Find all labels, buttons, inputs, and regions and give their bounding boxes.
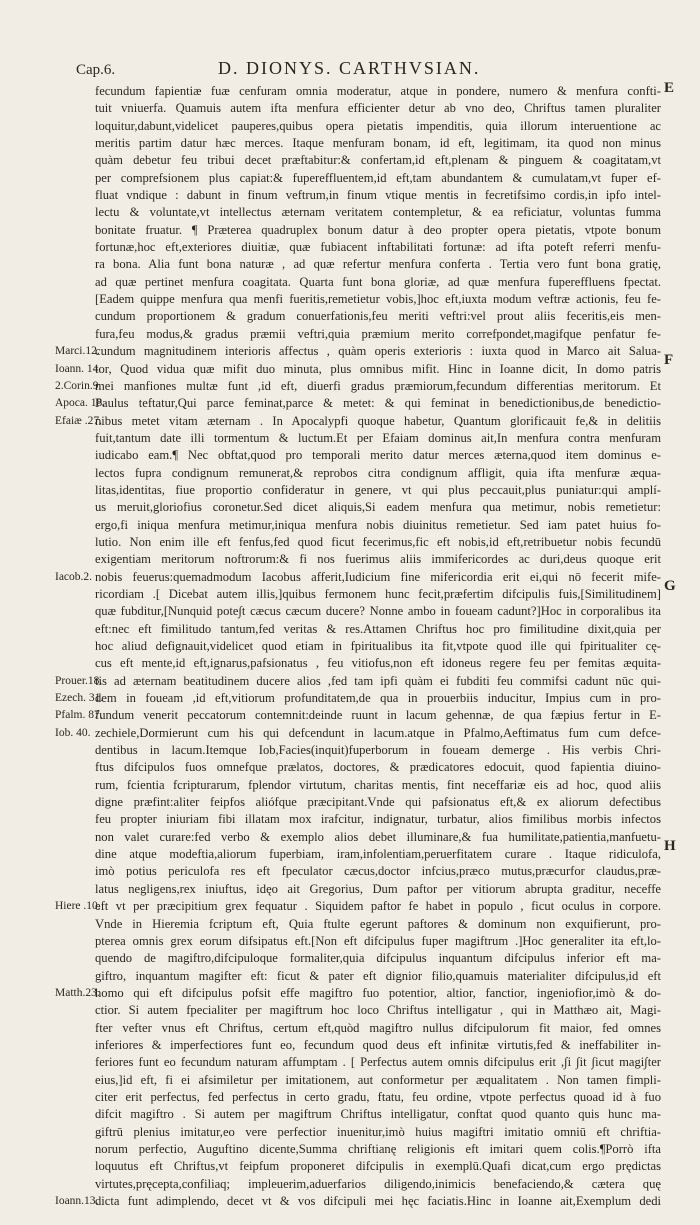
line-text: giftrū plenius imitatur,eo vere perfectior inuenitur,imò huius magiftri imitatio omniū eft chriftia- <box>95 1124 661 1139</box>
line-text: mei manfiones multæ funt ,id eft, diuerfi gradus præmiorum,fecundum differentias meritorum. Et <box>95 378 661 393</box>
margin-letter-g: G <box>664 578 676 594</box>
text-line <box>95 152 661 169</box>
text-line <box>55 378 661 395</box>
line-text: ftus difcipulos fuos omnefque prælatos, doctores, & prædicatores edocuit, quod fapientia diuino- <box>95 760 661 775</box>
line-text: ra bona. Alia funt bona naturæ , ad quæ refertur menfura conferta . Tertia vero funt bona gratię, <box>95 257 661 272</box>
text-line <box>95 1054 661 1071</box>
line-text: norum perfectio, Auguftino dicente,Summa chriftianę religionis eft imitari quem colis.¶Porrò ifta <box>95 1141 661 1156</box>
line-text: fuit,tantum date illi tormentum & luctum.Et per Efaiam dominus ait,In menfura contra menfuram <box>95 430 661 445</box>
line-text: fundum venerit peccatorum contemnit:deinde ruunt in lacum gehennæ, de qua fæpius fertur in E- <box>95 708 661 723</box>
marginal-citation: Ioann. 14. <box>55 362 102 375</box>
marginal-citation: Pfalm. 87. <box>55 709 103 722</box>
margin-letter-e: E <box>664 80 675 96</box>
line-text: tor, Quod vidua quæ mifit duo minuta, plus omnibus mifit. Hinc in Ioanne dicit, In domo patris <box>95 361 661 376</box>
text-line <box>95 586 661 603</box>
line-text: iudicabo eam.¶ Nec obftat,quod pro temporali merito datur merces æterna,quod item dominus e- <box>95 448 661 463</box>
text-line <box>95 291 661 308</box>
line-text: exigentiam meritorum noftrorum:& fi nos fuerimus aliis immifericordes ac duri,deus quoque erit <box>95 552 661 567</box>
line-text: tuit vniuerfa. Quamuis autem ifta menfura efficienter detur ab vno deo, Chriftus tamen pluraliter <box>95 101 661 116</box>
text-line <box>95 187 661 204</box>
line-text: non valet curare:fed verbo & exemplo alios debet illuminare,& fua humilitate,patientia,manfuetu- <box>95 829 661 844</box>
text-line <box>95 1158 661 1175</box>
text-line <box>55 898 661 915</box>
line-text: ergo,fi iniqua menfura metimur,iniqua menfura nobis diuinitus remetietur. Sed iam patet huius fo- <box>95 517 661 532</box>
line-text: virtutes,pręcepta,confiliaq; impleuerim,aduerfarios diligendo,inimicis benefaciendo,& cætera quę <box>95 1176 661 1191</box>
text-line <box>55 569 661 586</box>
marginal-citation: Iob. 40. <box>55 726 91 739</box>
text-line <box>95 794 661 811</box>
line-text: loquitur,dabunt,videlicet pauperes,quibus opera pietatis impenditis, quia illorum interuentione ac <box>95 118 661 133</box>
text-line <box>55 725 661 742</box>
text-line <box>95 170 661 187</box>
line-text: hoc aliud defignauit,videlicet quod etiam in fpiritualibus ita fit,vtpote quod ille qui fpiritualiter cę- <box>95 639 661 653</box>
line-text: cundum magnitudinem interioris affectus , quàm operis exterioris : iuxta quod in Marco ait Salua- <box>95 344 661 359</box>
text-line <box>95 881 661 898</box>
text-line <box>55 413 661 430</box>
marginal-citation: Matth.23. <box>55 986 100 999</box>
line-text: feriores funt eo fecundum naturam affumptam . [ Perfectus autem omnis difcipulus erit ,∫i ∫it ∫icut magi∫ter <box>95 1055 661 1070</box>
text-line <box>95 100 661 117</box>
text-line <box>95 621 661 638</box>
line-text: rum, fcientia fcripturarum, fplendor virtutum, charitas mentis, fint neceffariæ eis ad hoc, quod aliis <box>95 777 661 792</box>
text-line <box>95 1089 661 1106</box>
line-text: imò potius periculofa res eft fpeculator cæcus,doctor infcius,præco mutus,præcurfor claudus,præ- <box>95 864 661 879</box>
marginal-citation: Ezech. 31. <box>55 692 104 705</box>
text-line <box>95 447 661 464</box>
text-line <box>95 222 661 239</box>
text-line <box>95 968 661 985</box>
margin-letter-f: F <box>664 352 674 368</box>
marginal-citation: Apoca. 18. <box>55 397 106 410</box>
text-line <box>95 1141 661 1158</box>
line-text: digne præfint:aliter feipfos aliófque præcipitant.Vnde qui pafsionatus eft,& ex aliorum defectibus <box>95 795 661 810</box>
line-text: citer erit perfectus, fed perfectus in certo gradu, ftatu, feu ordine, vtpote perfectus quoad id à fuo <box>95 1089 661 1104</box>
text-line <box>95 1037 661 1054</box>
line-text: lutio. Non enim ille eft fenfus,fed quod ficut fecerimus,fic eft nobis,id eft,retribuetur nobis fecundū <box>95 534 661 549</box>
line-text: meritis partim datur hæc merces. Itaque menfuram bonam, id eft, legitimam, ita quod non minus <box>95 136 661 151</box>
line-text: fecundum fapientiæ fuæ cenfuram omnia moderatur, atque in pondere, numero & menfura confti- <box>95 84 661 98</box>
text-line <box>95 950 661 967</box>
text-line <box>55 707 661 724</box>
running-title: D. DIONYS. CARTHVSIAN. <box>218 58 481 78</box>
line-text: latus negligens,rex iniuftus, idęo ait Gregorius, Dum paftor per vitiorum abrupta graditur, neceffe <box>95 881 661 896</box>
line-text: feu propter iniuriam fibi illatam mox irafcitur, indignatur, turbatur, alios fimilibus morbis infectos <box>95 812 661 827</box>
line-text: ricordiam .[ Dicebat autem illis,]quibus fermonem hunc fecit,præfertim difcipulis fuis,[Similitudinem] <box>95 586 661 601</box>
text-line <box>95 742 661 759</box>
line-text: tis ad æternam beatitudinem ducere alios ,fed tam ipfi quàm ei fubditi feu commifsi cadunt nūc qui- <box>95 673 661 688</box>
line-text: Paulus teftatur,Qui parce feminat,parce & metet: & qui feminat in benedictionibus,de benedictio- <box>95 396 661 411</box>
line-text: dicta funt adimplendo, decet vt & vos difcipuli mei hęc faciatis.Hinc in Ioanne ait,Exemplum dedi <box>95 1194 661 1208</box>
text-line <box>95 829 661 846</box>
line-text: lectu & voluntate,vt intellectus æternam veritatem contempletur, & ea reficiatur, voluntas fumma <box>95 205 661 220</box>
marginal-citation: Efaiæ .27. <box>55 414 102 427</box>
line-text: eft vt per præcipitium grex fequatur . Siquidem paftor fe habet in populo , ficut oculus in corpore. <box>95 899 661 914</box>
text-line <box>95 603 661 620</box>
text-line <box>95 534 661 551</box>
text-line <box>95 933 661 950</box>
line-text: fura,feu modus,& gradus præmii veftri,quia præmium merito correfpondet,magifque penfatur fe- <box>95 326 661 341</box>
text-line <box>95 846 661 863</box>
text-line <box>95 465 661 482</box>
text-line <box>95 274 661 291</box>
text-line <box>55 673 661 690</box>
text-line <box>95 118 661 135</box>
line-text: difcit magiftro . Si autem per magiftrum Chriftus intelligatur, conftat quod quanto quis hunc ma- <box>95 1107 661 1122</box>
text-line <box>95 655 661 672</box>
marginal-citation: Iacob.2. <box>55 570 93 583</box>
marginal-citation: Ioann.13. <box>55 1195 99 1207</box>
line-text: ad quæ pertinet menfura coagitata. Quarta funt bona gloriæ, ad quæ menfura fupereffluens fpectat. <box>95 274 661 289</box>
text-line <box>95 1106 661 1123</box>
line-text: giftro, inquantum magifter eft: ficut & pater eft dignior filio,quamuis materialiter difcipulus,id eft <box>95 968 661 983</box>
marginal-citation: Prouer.18. <box>55 674 103 687</box>
line-text: fluat vndique : dabunt in finum veftrum,in finum vtique mentis in fecretifsimo cordis,in ipfo intel- <box>95 188 661 203</box>
marginal-citation: 2.Corin.9. <box>55 379 102 392</box>
line-text: dem in foueam ,id eft,vitiorum profunditatem,de qua in prouerbiis inducitur, Impius cum in pro- <box>95 691 661 706</box>
line-text: homo qui eft difcipulus pofsit effe magiftro fuo potentior, altior, fanctior, ingeniofior,imò & do- <box>95 985 661 1000</box>
line-text: per comprefsionem plus capiat:& fupereffluentem,id eft,tam abundantem & cumulatam,vt fuper ef- <box>95 170 661 185</box>
line-text: bonitate fruatur. ¶ Præterea quadruplex bonum datur à deo propter opera pietatis, vtpote bonum <box>95 222 661 237</box>
line-text: lectos fupra condignum remunerat,& reprobos citra condignum affligit, quia ifta menfuræ æqua- <box>95 465 661 480</box>
text-line <box>55 343 661 360</box>
line-text: cus eft mente,id eft,ignarus,pafsionatus , feu vitiofus,non eft idoneus regere feu per femitas æquita- <box>95 656 661 671</box>
line-text: cundum proportionem & gradum conuerfationis,feu meriti veftri:vel prout aliis feceritis,eis men- <box>95 309 661 324</box>
text-line <box>55 395 661 412</box>
chapter-label: Cap.6. <box>76 62 116 78</box>
margin-letter-h: H <box>664 838 676 854</box>
line-text: ctior. Si autem fpecialiter per magiftrum hoc loco Chriftus intelligatur , qui in Matthæo ait, Magi- <box>95 1003 661 1018</box>
text-line <box>95 1176 661 1193</box>
line-text: pterea omnis grex eorum difsipatus eft.[Non eft difcipulus fuper magiftrum .]Hoc generaliter ita eft,lo- <box>95 933 661 948</box>
text-line <box>95 1002 661 1019</box>
line-text: quàm debetur feu tribui decet præftabitur:& confertam,id eft,plenam & pinguem & coagitatam,vt <box>95 153 661 168</box>
text-line <box>95 777 661 794</box>
text-line <box>95 326 661 343</box>
line-text: [Eadem quippe menfura qua menfi fueritis,remetietur vobis,]hoc eft,iuxta modum veftræ actionis, feu fe- <box>95 292 661 307</box>
text-line <box>95 83 661 100</box>
text-line <box>95 1020 661 1037</box>
line-text: eft:nec eft fimilitudo tantum,fed veritas & res.Attamen Chriftus hoc pro fimilitudine dixit,quia per <box>95 621 661 636</box>
line-text: dine atque modeftia,aliorum fuperbiam, iram,infolentiam,peruerfitatem curare . Itaque ridiculofa, <box>95 847 661 862</box>
text-line <box>55 985 661 1002</box>
text-line <box>55 1193 661 1210</box>
line-text: loquutus eft Chriftus,vt feipfum proponeret difcipulis in exemplū.Quafi dicat,cum ergo prędictas <box>95 1159 661 1174</box>
text-line <box>95 430 661 447</box>
line-text: nibus metet vitam æternam . In Apocalypfi quoque habetur, Quantum glorificauit fe,& in delitiis <box>95 413 661 428</box>
line-text: Vnde in Hieremia fcriptum eft, Quia ftulte egerunt paftores & dominum non exquifierunt, pro- <box>95 916 661 931</box>
line-text: zechiele,Dormierunt cum his qui defcendunt in lacum.atque in Pfalmo,Aeftimatus fum cum defce- <box>95 725 661 740</box>
text-line <box>95 1124 661 1141</box>
line-text: nobis feuerus:quemadmodum Iacobus afferit,Iudicium fine mifericordia erit ei,qui nō fecerit mife- <box>95 569 661 584</box>
marginal-citation: Marci.12. <box>55 345 100 358</box>
line-text: us meruit,gloriofius coronetur.Sed dicet aliquis,Si eadem menfura qua metimur, nobis remetietur: <box>95 500 661 515</box>
line-text: dentibus in lacum.Itemque Iob,Facies(inquit)fuperborum in foueam demerge . His verbis Chri- <box>95 743 661 758</box>
line-text: litas,identitas, fiue proportio confideratur in genere, vt qui plus peccauit,plus puniatur:qui amplí- <box>95 482 661 497</box>
marginal-citation: Hiere .10. <box>55 900 101 913</box>
text-line <box>95 863 661 880</box>
text-line <box>95 256 661 273</box>
text-line <box>95 551 661 568</box>
text-line <box>95 308 661 325</box>
text-line <box>95 499 661 516</box>
line-text: inferiores & imperfectiores funt eo, fecundum quod deus eft infinitæ virtutis,fed & ineffabiliter in- <box>95 1037 661 1052</box>
text-line <box>95 1072 661 1089</box>
text-line <box>95 759 661 776</box>
line-text: fortunæ,hoc eft,exteriores diuitiæ, quæ fubiacent inftabilitati fortunæ: ad ifta poteft referri menfu- <box>95 240 661 255</box>
text-line <box>95 916 661 933</box>
text-line <box>95 517 661 534</box>
body-text <box>55 83 661 1210</box>
text-line <box>95 638 661 655</box>
text-line <box>95 239 661 256</box>
text-line <box>95 482 661 499</box>
line-text: eius,]id eft, fi ei afsimiletur per imitationem, aut conformetur per æqualitatem . Non tamen fimpli- <box>95 1072 661 1087</box>
line-text: quendo de magiftro,difcipuloque formaliter,quia difcipulus inquantum difcipulus inferior eft ma- <box>95 951 661 966</box>
text-line <box>95 135 661 152</box>
text-line <box>55 361 661 378</box>
text-line <box>95 811 661 828</box>
text-line <box>95 204 661 221</box>
line-text: quæ fubditur,[Nunquid pote∫t cæcus cæcum ducere? Nonne ambo in foueam cadunt?]Hoc in corporalibus ita <box>95 604 661 619</box>
line-text: fter vefter vnus eft Chriftus, certum eft,quòd magiftro nullus difcipulorum fit maior, fed omnes <box>95 1020 661 1035</box>
text-line <box>55 690 661 707</box>
